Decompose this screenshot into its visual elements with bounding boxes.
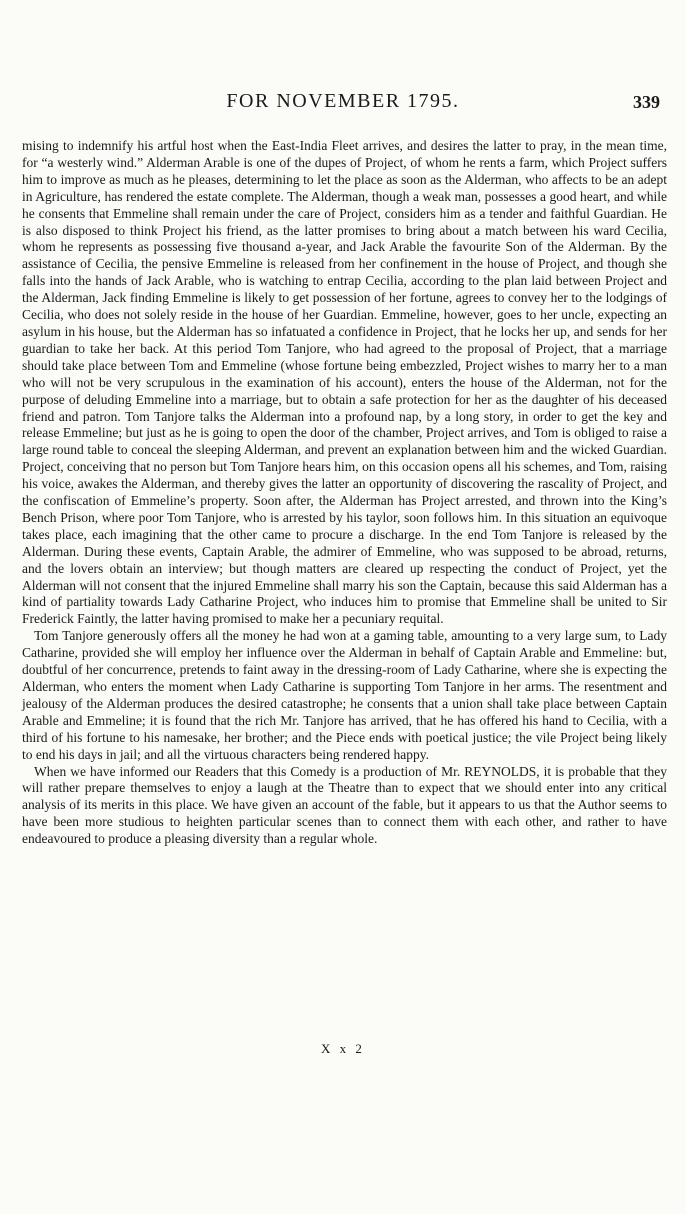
running-title: FOR NOVEMBER 1795.: [226, 90, 460, 112]
page-number: 339: [633, 92, 660, 112]
page-header: [0, 90, 686, 120]
paragraph-plot-summary: mising to indemnify his artful host when the East-India Fleet arrives, and desires the latter to pray, in the mean time, for “a westerly wind.” Alderman Arable is one of the dupes of Project, of whom he rents a farm, which Project suffers him to improve as much as he pleases, determining to let the place as soon as the Alderman, who affects to be an adept in Agriculture, has rendered the estate complete. The Alderman, though a weak man, possesses a good heart, and while he consents that Emmeline shall remain under the care of Project, considers him as a tender and faithful Guardian. He is also disposed to think Project his friend, as the latter promises to bring about a match between his ward Cecilia, whom he represents as possessing five thousand a-year, and Jack Arable the favourite Son of the Alderman. By the assistance of Cecilia, the pensive Emmeline is released from her confinement in the house of Project, and though she falls into the hands of Jack Arable, who is watching to entrap Cecilia, according to the plan laid between Project and the Alderman, Jack finding Emmeline is likely to get possession of her fortune, agrees to convey her to the lodgings of Cecilia, who does not solely reside in the house of her Guardian. Emmeline, however, goes to her uncle, expecting an asylum in his house, but the Alderman has so infatuated a confidence in Project, that he locks her up, and sends for her guardian to take her back. At this period Tom Tanjore, who had agreed to the proposal of Project, that a marriage should take place between Tom and Emmeline (whose fortune being embezzled, Project wishes to marry her to a man who will not be very scrupulous in the examination of his account), enters the house of the Alderman, not for the purpose of deluding Emmeline into a marriage, but to obtain a safe protection for her as the daughter of his deceased friend and patron. Tom Tanjore talks the Alderman into a profound nap, by a long story, in order to get the key and release Emmeline; but just as he is going to open the door of the chamber, Project arrives, and Tom is obliged to raise a large round table to conceal the sleeping Alderman, and prevent an explanation between him and the wicked Guardian. Project, conceiving that no person but Tom Tanjore hears him, on this occasion opens all his schemes, and Tom, raising his voice, awakes the Alderman, and thereby gives the latter an opportunity of discovering the rascality of Project, and the confiscation of Emmeline’s property. Soon after, the Alderman has Project arrested, and thrown into the King’s Bench Prison, where poor Tom Tanjore, who is arrested by his taylor, soon follows him. In this situation an equivoque takes place, each imagining that the other came to procure a discharge. In the end Tom Tanjore is released by the Alderman. During these events, Captain Arable, the admirer of Emmeline, who was supposed to be abroad, returns, and the lovers obtain an interview; but though matters are cleared up respecting the conduct of Project, yet the Alderman will not consent that the injured Emmeline shall marry his son the Captain, because this said Alderman has a kind of partiality towards Lady Catharine Project, who induces him to promise that Emmeline shall be united to Sir Frederick Faintly, the latter having promised to make her a pecuniary requital.: [22, 138, 667, 627]
paragraph-critique: When we have informed our Readers that this Comedy is a production of Mr. REYNOLDS, it is probable that they will rather prepare themselves to enjoy a laugh at the Theatre than to expect that we should enter into any critical analysis of its merits in this place. We have given an account of the fable, but it appears to us that the Author seems to have been more studious to heighten particular scenes than to connect them with each other, and rather to have endeavoured to produce a pleasing diversity than a regular whole.: [22, 763, 667, 847]
article-body: [22, 138, 667, 848]
signature-mark: X x 2: [321, 1041, 365, 1056]
paragraph-catastrophe: Tom Tanjore generously offers all the money he had won at a gaming table, amounting to a very large sum, to Lady Catharine, provided she will employ her influence over the Alderman in behalf of Captain Arable and Emmeline: but, doubtful of her concurrence, pretends to faint away in the dressing-room of Lady Catharine, where she is expecting the Alderman, who enters the moment when Lady Catharine is supporting Tom Tanjore in her arms. The resentment and jealousy of the Alderman produces the desired catastrophe; he consents that a union shall take place between Captain Arable and Emmeline; it is found that the rich Mr. Tanjore has arrived, that he has offered his hand to Cecilia, with a third of his fortune to his namesake, her brother; and the Piece ends with poetical justice; the vile Project being likely to end his days in jail; and all the virtuous characters being rendered happy.: [22, 628, 667, 762]
